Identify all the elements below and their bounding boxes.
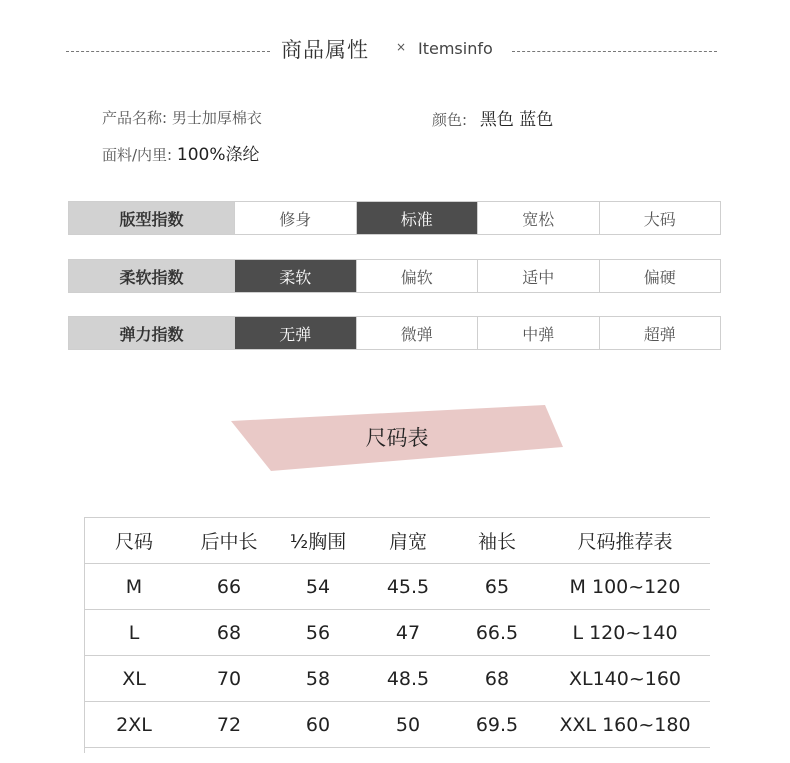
elasticity-index-bar	[68, 316, 721, 350]
fit-index-label: 版型指数	[69, 202, 234, 234]
dashed-divider-right	[512, 51, 717, 52]
table-cell: 47	[362, 610, 454, 656]
table-cell: 2XL	[84, 702, 184, 748]
table-cell: 66	[184, 564, 274, 610]
size-chart-title: 尺码表	[365, 426, 429, 450]
table-header-cell: 尺码推荐表	[540, 518, 710, 564]
table-cell: L 120~140	[540, 610, 710, 656]
table-cell: 72	[184, 702, 274, 748]
table-cell: 45.5	[362, 564, 454, 610]
table-cell: 56	[274, 610, 362, 656]
table-cell: 68	[184, 610, 274, 656]
product-name-label: 产品名称:	[102, 109, 168, 127]
size-table	[84, 518, 710, 748]
product-fabric-value: 100%涤纶	[176, 145, 260, 165]
table-cell: M 100~120	[540, 564, 710, 610]
table-cell: XXL 160~180	[540, 702, 710, 748]
table-cell: 70	[184, 656, 274, 702]
table-cell: 60	[274, 702, 362, 748]
fit-index-option: 宽松	[477, 202, 599, 234]
table-cell: M	[84, 564, 184, 610]
table-cell: XL	[84, 656, 184, 702]
elasticity-index-option: 超弹	[599, 317, 721, 349]
table-cell: 50	[362, 702, 454, 748]
softness-index-option: 柔软	[234, 260, 356, 292]
fit-index-option: 标准	[356, 202, 478, 234]
product-name-value: 男士加厚棉衣	[171, 109, 262, 127]
table-cell: 65	[454, 564, 540, 610]
dashed-divider-left	[66, 51, 270, 52]
table-header-cell: 肩宽	[362, 518, 454, 564]
product-fabric	[102, 140, 260, 165]
table-header-cell: 后中长	[184, 518, 274, 564]
softness-index-bar	[68, 259, 721, 293]
table-cell: 66.5	[454, 610, 540, 656]
table-cell: L	[84, 610, 184, 656]
elasticity-index-option: 中弹	[477, 317, 599, 349]
section-header	[0, 30, 790, 70]
elasticity-index-option: 微弹	[356, 317, 478, 349]
table-cell: 68	[454, 656, 540, 702]
product-color-label: 颜色:	[432, 111, 468, 129]
table-header-cell: 尺码	[84, 518, 184, 564]
table-header-cell: 袖长	[454, 518, 540, 564]
title-separator: ×	[396, 40, 407, 54]
table-cell: 54	[274, 564, 362, 610]
table-row	[84, 702, 710, 748]
product-fabric-label: 面料/内里:	[102, 146, 173, 164]
softness-index-option: 偏软	[356, 260, 478, 292]
table-cell: 69.5	[454, 702, 540, 748]
table-cell: 58	[274, 656, 362, 702]
softness-index-option: 适中	[477, 260, 599, 292]
table-row	[84, 610, 710, 656]
elasticity-index-option: 无弹	[234, 317, 356, 349]
table-row	[84, 656, 710, 702]
fit-index-option: 大码	[599, 202, 721, 234]
section-subtitle: Itemsinfo	[418, 39, 493, 58]
elasticity-index-label: 弹力指数	[69, 317, 234, 349]
product-color	[432, 105, 553, 130]
table-row	[84, 564, 710, 610]
section-title: 商品属性	[281, 38, 369, 62]
fit-index-option: 修身	[234, 202, 356, 234]
table-header-cell: ½胸围	[274, 518, 362, 564]
softness-index-option: 偏硬	[599, 260, 721, 292]
table-cell: XL140~160	[540, 656, 710, 702]
softness-index-label: 柔软指数	[69, 260, 234, 292]
table-header-row	[84, 518, 710, 564]
fit-index-bar	[68, 201, 721, 235]
table-cell: 48.5	[362, 656, 454, 702]
product-name	[102, 107, 262, 128]
size-chart-banner	[231, 405, 563, 471]
product-color-value: 黑色 蓝色	[479, 110, 554, 130]
